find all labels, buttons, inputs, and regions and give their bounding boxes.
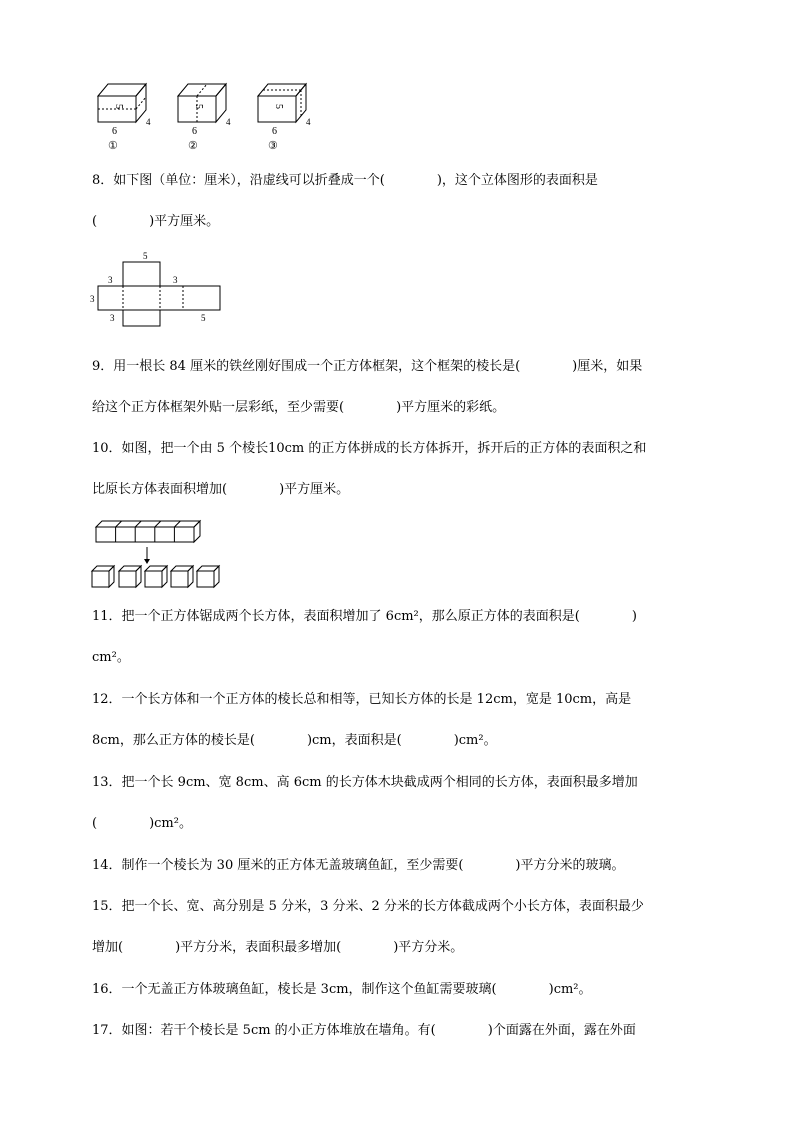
q13-line2: ( )cm²。 xyxy=(92,816,192,831)
q15-line1: 15．把一个长、宽、高分别是 5 分米，3 分米、2 分米的长方体截成两个小长方体，表面积最少 xyxy=(92,899,644,914)
cuboids-figure xyxy=(88,76,328,156)
q11-line2: cm²。 xyxy=(92,650,130,665)
long-cuboid xyxy=(96,521,200,542)
net-label-bottom-left: 3 xyxy=(110,313,115,323)
net-label-left-top: 3 xyxy=(108,275,113,285)
q16-line1: 16．一个无盖正方体玻璃鱼缸，棱长是 3cm，制作这个鱼缸需要玻璃( )cm²。 xyxy=(92,982,592,997)
q10-line1: 10．如图，把一个由 5 个棱长10cm 的正方体拼成的长方体拆开，拆开后的正方体的表面积之和 xyxy=(92,441,647,456)
q8-line2: ( )平方厘米。 xyxy=(92,214,220,229)
net-label-bottom-right: 5 xyxy=(201,313,206,323)
net-label-side: 3 xyxy=(90,294,95,304)
caption-2: ② xyxy=(188,140,198,152)
q14-line1: 14．制作一个棱长为 30 厘米的正方体无盖玻璃鱼缸，至少需要( )平方分米的玻璃。 xyxy=(92,858,625,873)
down-arrow-icon xyxy=(144,547,150,564)
q9-line2: 给这个正方体框架外贴一层彩纸，至少需要( )平方厘米的彩纸。 xyxy=(92,400,506,415)
cuboid-3-height: 5 xyxy=(273,104,284,109)
q10-line2: 比原长方体表面积增加( )平方厘米。 xyxy=(92,482,350,497)
q13-line1: 13．把一个长 9cm、宽 8cm、高 6cm 的长方体木块截成两个相同的长方体，表面积最多增加 xyxy=(92,775,638,790)
q17-line1: 17．如图：若干个棱长是 5cm 的小正方体堆放在墙角。有( )个面露在外面，露在外面 xyxy=(92,1023,636,1038)
cuboid-1-height: 5 xyxy=(113,104,124,109)
cuboid-3 xyxy=(258,84,311,152)
q12-line1: 12．一个长方体和一个正方体的棱长总和相等，已知长方体的长是 12cm，宽是 10cm，高是 xyxy=(92,692,632,707)
cuboid-3-depth: 4 xyxy=(306,117,311,127)
q8-line1: 8．如下图（单位：厘米），沿虚线可以折叠成一个( )，这个立体图形的表面积是 xyxy=(92,173,598,188)
cuboid-1-width: 6 xyxy=(112,126,117,137)
cuboid-2-width: 6 xyxy=(192,126,197,137)
cuboid-1-depth: 4 xyxy=(146,117,151,127)
cuboid-2-depth: 4 xyxy=(226,117,231,127)
q11-line1: 11．把一个正方体锯成两个长方体，表面积增加了 6cm²，那么原正方体的表面积是( ) xyxy=(92,609,637,624)
separated-cubes xyxy=(92,566,219,587)
cuboid-2-height: 5 xyxy=(193,104,204,109)
cuboid-2 xyxy=(178,84,231,152)
cubes-figure xyxy=(88,517,228,592)
q12-line2: 8cm，那么正方体的棱长是( )cm，表面积是( )cm²。 xyxy=(92,733,497,748)
q15-line2: 增加( )平方分米，表面积最多增加( )平方分米。 xyxy=(92,940,464,955)
cuboid-1 xyxy=(98,84,151,152)
cuboid-3-width: 6 xyxy=(272,126,277,137)
net-label-top: 5 xyxy=(143,251,148,261)
net-figure xyxy=(86,248,236,328)
q9-line1: 9．用一根长 84 厘米的铁丝刚好围成一个正方体框架，这个框架的棱长是( )厘米，如果 xyxy=(92,359,643,374)
caption-1: ① xyxy=(108,140,118,152)
caption-3: ③ xyxy=(268,140,278,152)
net-label-mid-top: 3 xyxy=(173,275,178,285)
